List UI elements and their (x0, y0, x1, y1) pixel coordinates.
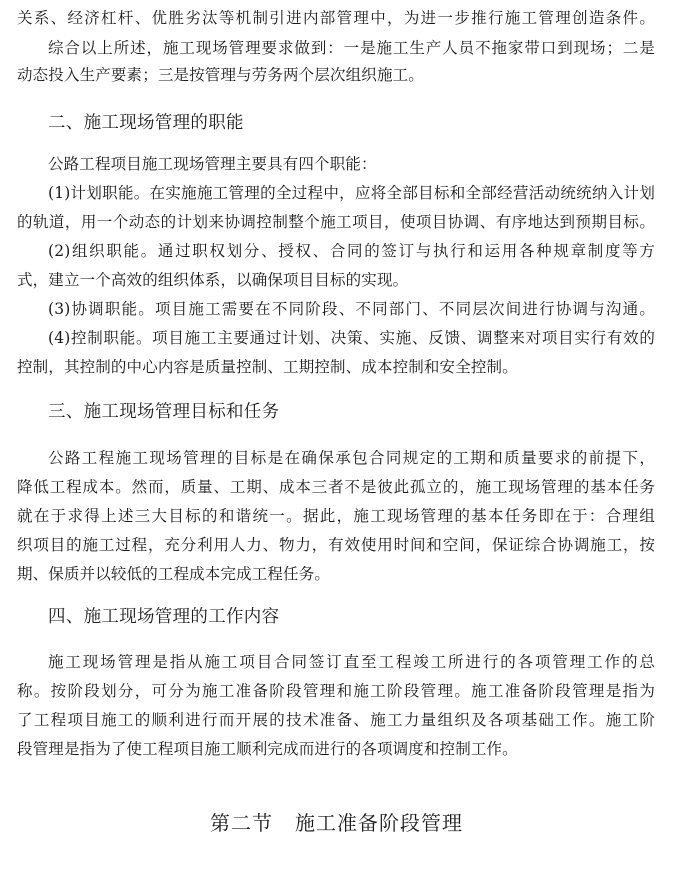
content-paragraph-line: 施工现场管理是指从施工项目合同签订直至工程竣工所进行的各项管理工作的总 (48, 653, 655, 671)
section-number: 第二节 (210, 811, 273, 835)
function-item-organize-cont: 式，建立一个高效的组织体系，以确保项目目标的实现。 (17, 271, 409, 289)
heading-functions: 二、施工现场管理的职能 (48, 113, 244, 133)
function-item-coordinate: (3)协调职能。项目施工需要在不同阶段、不同部门、不同层次间进行协调与沟通。 (48, 300, 655, 318)
goals-paragraph-line: 就在于求得上述三大目标的和谐统一。据此，施工现场管理的基本任务即在于：合理组 (17, 507, 655, 525)
content-paragraph-line: 了工程项目施工的顺利进行而开展的技术准备、施工力量组织及各项基础工作。施工阶 (17, 711, 655, 729)
section-title-text: 施工准备阶段管理 (295, 811, 463, 835)
goals-paragraph-line: 期、保质并以较低的工程成本完成工程任务。 (17, 565, 331, 583)
function-item-control: (4)控制职能。项目施工主要通过计划、决策、实施、反馈、调整来对项目实行有效的 (48, 329, 655, 347)
intro-paragraph-line: 关系、经济杠杆、优胜劣汰等机制引进内部管理中，为进一步推行施工管理创造条件。 (17, 9, 655, 27)
function-item-control-cont: 控制，其控制的中心内容是质量控制、工期控制、成本控制和安全控制。 (17, 358, 518, 376)
summary-paragraph-line: 综合以上所述，施工现场管理要求做到：一是施工生产人员不拖家带口到现场；二是 (48, 39, 655, 57)
function-item-plan-cont: 的轨道，用一个动态的计划来协调控制整个施工项目，使项目协调、有序地达到预期目标。 (17, 213, 655, 231)
functions-intro: 公路工程项目施工现场管理主要具有四个职能： (48, 155, 377, 173)
content-paragraph-line: 称。按阶段划分，可分为施工准备阶段管理和施工阶段管理。施工准备阶段管理是指为 (17, 682, 655, 700)
section-title (0, 810, 673, 836)
heading-goals: 三、施工现场管理目标和任务 (48, 402, 280, 422)
summary-paragraph-line: 动态投入生产要素；三是按管理与劳务两个层次组织施工。 (17, 66, 424, 84)
goals-paragraph-line: 公路工程施工现场管理的目标是在确保承包合同规定的工期和质量要求的前提下， (48, 449, 655, 467)
function-item-plan: (1)计划职能。在实施施工管理的全过程中，应将全部目标和全部经营活动统统纳入计划 (48, 184, 655, 202)
goals-paragraph-line: 织项目的施工过程，充分利用人力、物力，有效使用时间和空间，保证综合协调施工，按 (17, 536, 655, 554)
heading-work-content: 四、施工现场管理的工作内容 (48, 607, 280, 627)
goals-paragraph-line: 降低工程成本。然而，质量、工期、成本三者不是彼此孤立的，施工现场管理的基本任务 (17, 478, 655, 496)
function-item-organize: (2)组织职能。通过职权划分、授权、合同的签订与执行和运用各种规章制度等方 (48, 242, 655, 260)
content-paragraph-line: 段管理是指为了使工程项目施工顺利完成而进行的各项调度和控制工作。 (17, 740, 518, 758)
